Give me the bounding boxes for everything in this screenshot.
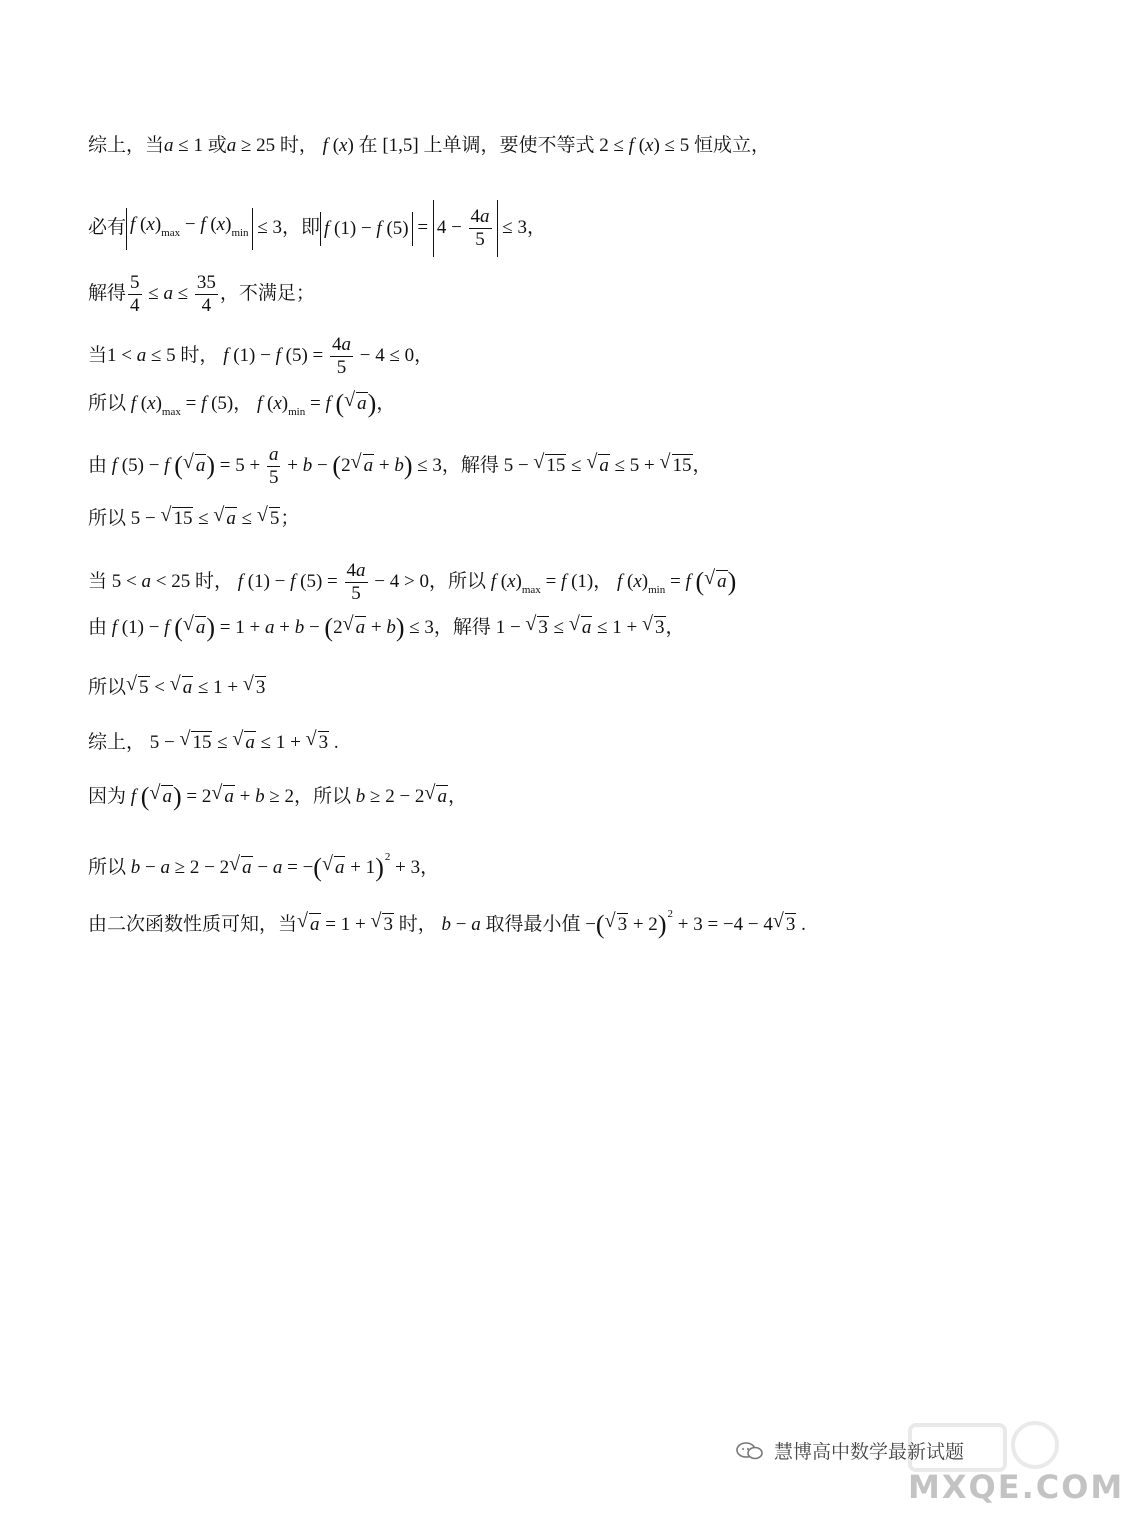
watermark-text: MXQE.COM	[908, 1468, 1124, 1506]
solution-line-2: 必有 f $(x)_{max} - f$ $(x)_{min} \le 3$，即 f (1) − f (5) = 4 − $\frac{4a}{5}$ ≤ 3，	[88, 200, 546, 257]
solution-line-14: 由二次函数性质可知，当√ a = 1 + √ 3 时， b − a 取得最小值 −(√ 3 + 2)$^2$ + 3 = −4 − 4√ 3 .	[88, 900, 806, 939]
solution-line-13: 所以 b − a ≥ 2 − 2√ a − a = −(√ a + 1)$^2$ + 3，	[88, 843, 439, 882]
wechat-icon	[736, 1442, 764, 1460]
footer-account	[736, 1437, 964, 1464]
solution-line-8: 当 5 < a < 25 时， f (1) − f (5) = $\frac{4a}{5}$ − 4 > 0，所以 f $(x)_{max} = f$ (1)， f $(x)_{min} = f$ (√ a)	[88, 560, 736, 605]
solution-line-1: 综上，当a ≤ 1 或a ≥ 25 时， f (x) 在 [1,5] 上单调，要使不等式 2 ≤ f (x) ≤ 5 恒成立，	[88, 135, 770, 156]
solution-line-4: 当1 < a ≤ 5 时， f (1) − f (5) = $\frac{4a}{5}$ − 4 ≤ 0，	[88, 334, 434, 378]
footer-account-name: 慧博高中数学最新试题	[774, 1441, 965, 1463]
solution-line-9: 由 f (1) − f (√ a) = 1 + a + b − (2√ a + b) ≤ 3，解得 1 − √ 3 ≤ √ a ≤ 1 + √ 3，	[88, 614, 685, 642]
solution-line-11: 综上， 5 − √ 15 ≤ √ a ≤ 1 + √ 3 .	[88, 729, 339, 757]
solution-line-12: 因为 f (√ a) = 2√ a + b ≥ 2，所以 b ≥ 2 − 2√ a，	[88, 783, 467, 811]
solution-line-10: 所以√ 5 < √ a ≤ 1 + √ 3	[88, 674, 266, 702]
solution-line-7: 所以 5 − √ 15 ≤ √ a ≤ √ 5；	[88, 505, 299, 533]
solution-line-5: 所以 f $(x)_{max} = f$ (5)， f $(x)_{min} = f$ (√ a)，	[88, 390, 395, 426]
solution-line-6: 由 f (5) − f (√ a) = 5 + $\frac{a}{5}$ + b − (2√ a + b) ≤ 3，解得 5 − √ 15 ≤ √ a ≤ 5 + √ 15，	[88, 444, 712, 489]
solution-line-3: 解得 $\frac{5}{4}$ ≤ a ≤ $\frac{35}{4}$ ，不满足；	[88, 272, 315, 316]
